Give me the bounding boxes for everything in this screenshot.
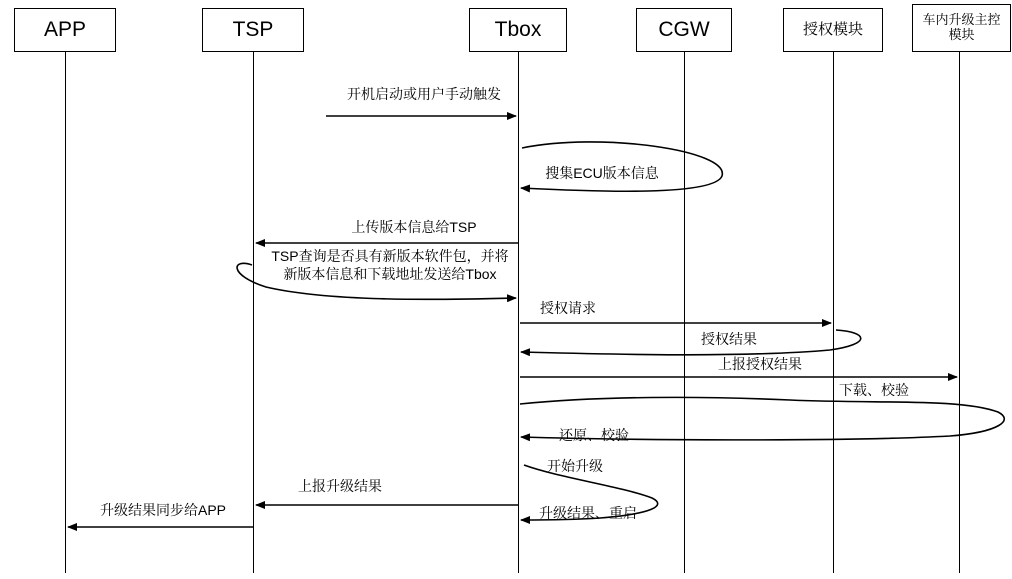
lifeline-auth-label: 授权模块	[802, 21, 863, 39]
message-label-m3: 上传版本信息给TSP	[351, 219, 477, 235]
lifeline-cgw-label: CGW	[658, 17, 710, 41]
lifeline-tbox-label: Tbox	[494, 17, 542, 41]
message-label-m12: 升级结果、重启	[539, 505, 637, 521]
message-label-m11: 上报升级结果	[298, 478, 382, 494]
message-label-m7: 上报授权结果	[718, 356, 802, 372]
lifeline-tsp-label: TSP	[232, 17, 274, 41]
message-label-m8: 下载、校验	[839, 382, 909, 398]
message-label-m13: 升级结果同步给APP	[99, 502, 227, 518]
message-label-m2: 搜集ECU版本信息	[545, 165, 659, 181]
message-label-m9: 还原、校验	[559, 427, 629, 443]
arrow-m6	[521, 330, 861, 355]
lifeline-app-label: APP	[43, 17, 87, 41]
message-label-m6: 授权结果	[701, 331, 757, 347]
message-label-m4: TSP查询是否具有新版本软件包，并将新版本信息和下载地址发送给Tbox	[271, 248, 509, 282]
lifeline-main-label: 车内升级主控模块	[922, 12, 1001, 42]
message-label-m5: 授权请求	[540, 300, 596, 316]
message-label-m10: 开始升级	[547, 458, 603, 474]
message-label-m1: 开机启动或用户手动触发	[347, 86, 501, 102]
